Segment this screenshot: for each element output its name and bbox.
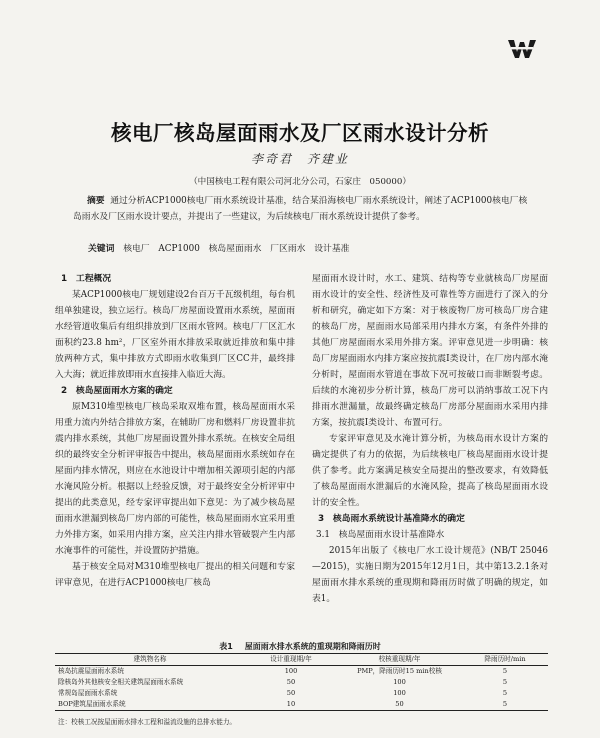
keywords-terms: [123, 244, 349, 254]
section-heading: 3 核岛雨水系统设计基准降水的确定: [318, 514, 465, 524]
author-names: 李奇君 齐建业: [250, 152, 349, 166]
journal-logo-icon: [508, 38, 536, 60]
body-paragraph: 专家评审意见及水淹计算分析，为核岛雨水设计方案的确定提供了有力的依据，为后续核电厂核岛屋面雨水设计提供了参考。此方案满足核安全局提出的整改要求，有效降低了核岛屋面雨水泄漏后的水淹风险，提高了核岛屋面雨水设计的安全性。: [312, 434, 548, 508]
table-cell: 5: [502, 689, 508, 697]
abstract: [73, 193, 528, 225]
author-affiliation: （中国核电工程有限公司河北分公司，石家庄 050000）: [189, 177, 411, 187]
subsection-heading: 3.1 核岛屋面雨水设计基准降水: [316, 530, 445, 540]
table-cell: 100: [393, 689, 406, 697]
keyword: 设计基准: [314, 244, 350, 254]
section-heading: 2 核岛屋面雨水方案的确定: [61, 386, 173, 396]
table-cell: 100: [393, 678, 406, 686]
keywords-label: 关键词: [88, 244, 115, 254]
table-cell: 50: [286, 678, 296, 686]
table-row: [55, 677, 548, 688]
table-header-cell: 建筑物名称: [55, 654, 245, 666]
body-paragraph: 基于核安全局对M310堆型核电厂提出的相关问题和专家评审意见，在进行ACP1000核电厂核岛: [55, 562, 295, 588]
table-caption: [0, 641, 600, 652]
table-caption-text: 屋面雨水排水系统的重现期和降雨历时: [244, 642, 381, 651]
keyword: ACP1000: [158, 244, 200, 254]
table-cell: 核岛抗震屋面雨水系统: [58, 667, 124, 675]
table-cell: BOP建筑屋面雨水系统: [55, 699, 245, 711]
table-cell: 5: [502, 667, 508, 675]
body-paragraph: 原M310堆型核电厂核岛采取双堆布置，核岛屋面雨水采用重力流内外结合排放方案，在辅助厂房和燃料厂房设置非抗震内排水系统，其他厂房屋面设置外排水系统。在核安全局组织的最终安全分析评审报告中提出，核岛屋面雨水系统如存在屋面内排水情况，则应在水池设计中增加相关源项引起的内部水淹风险分析。根据以上经验反馈，对于最终安全分析评审中提出的此类意见，经专家评审提出如下意见：为了减少核岛屋面雨水泄漏到核岛厂房内部的可能性，核岛屋面雨水宜采用重力外排方案，如采用内排方案，应关注内排水管破裂产生内部水淹事件的可能性，并设置防护措施。: [55, 402, 295, 556]
keywords: [88, 241, 528, 257]
body-paragraph: 某ACP1000核电厂规划建设2台百万千瓦级机组，每台机组单独建设，独立运行。核岛厂房屋面设置雨水系统，屋面雨水经管道收集后有组织排放到厂区雨水管网。核电厂厂区汇水面积约23.8 hm²，厂区室外雨水排放采取就近排放和集中排放两种方式，集中排放方式即雨水收集到厂区CC井，最终排入大海；就近排放即雨水直接排入临近大海。: [55, 290, 295, 380]
table-header-row: [55, 654, 548, 666]
table-row: [55, 688, 548, 699]
body-paragraph: 屋面雨水设计时，水工、建筑、结构等专业就核岛厂房屋面雨水设计的安全性、经济性及可靠性等方面进行了深入的分析和研究，确定如下方案：对于核废物厂房可核岛厂房合建的核岛厂房，屋面雨水局部采用内排水方案，有条件外排的其他厂房屋面雨水采用外排方案。评审意见进一步明确：核岛厂房屋面雨水内排方案应按抗震Ⅰ类设计，在厂房内部水淹分析时，屋面雨水管道在事故下况可按破口而非断裂考虑。后续的水淹初步分析计算，核岛厂房可以消纳事故工况下内排雨水泄漏量，故最终确定核岛厂房部分屋面雨水采用内排方案，按抗震Ⅰ类设计、布置可行。: [312, 274, 548, 428]
body-paragraph: 2015年出版了《核电厂水工设计规范》(NB/T 25046—2015)，实施日期为2015年12月1日，其中第13.2.1条对屋面雨水排水系统的重现期和降雨历时做了明确的规定，如表1。: [312, 546, 548, 604]
table-header-cell: 校核重现期/年: [337, 654, 462, 666]
table-cell: 除核岛外其他核安全相关建筑屋面雨水系统: [58, 678, 184, 686]
table-cell: 10: [245, 699, 337, 711]
table-cell: PMP，降雨历时15 min校核: [357, 667, 442, 675]
table-cell: 5: [462, 699, 548, 711]
table-cell: 50: [286, 689, 296, 697]
table-note: 注：校核工况按屋面雨水排水工程和溢流设施的总排水能力。: [58, 718, 237, 726]
table-cell: 50: [337, 699, 462, 711]
table-header-cell: 降雨历时/min: [462, 654, 548, 666]
abstract-text: 通过分析ACP1000核电厂雨水系统设计基准，结合某沿海核电厂雨水系统设计，阐述了ACP1000核电厂核岛雨水及厂区雨水设计要点，并提出了一些建议，为后续核电厂雨水系统设计提供了参考。: [73, 196, 528, 222]
paper-title: 核电厂核岛屋面雨水及厂区雨水设计分析: [111, 121, 489, 145]
rainfall-table: [55, 653, 548, 711]
keyword: 厂区雨水: [270, 244, 306, 254]
table-cell: 5: [502, 678, 508, 686]
table-cell: 100: [284, 667, 298, 675]
table-cell: 常规岛屋面雨水系统: [58, 689, 118, 697]
keyword: 核电厂: [123, 244, 150, 254]
keyword: 核岛屋面雨水: [208, 244, 262, 254]
section-heading: 1 工程概况: [61, 274, 112, 284]
table-row: [55, 699, 548, 711]
right-column: [312, 271, 548, 607]
table-row: [55, 666, 548, 678]
left-column: [55, 271, 295, 591]
abstract-label: 摘要: [87, 196, 105, 206]
table-number: 表1: [219, 642, 233, 651]
table-header-cell: 设计重现期/年: [245, 654, 337, 666]
